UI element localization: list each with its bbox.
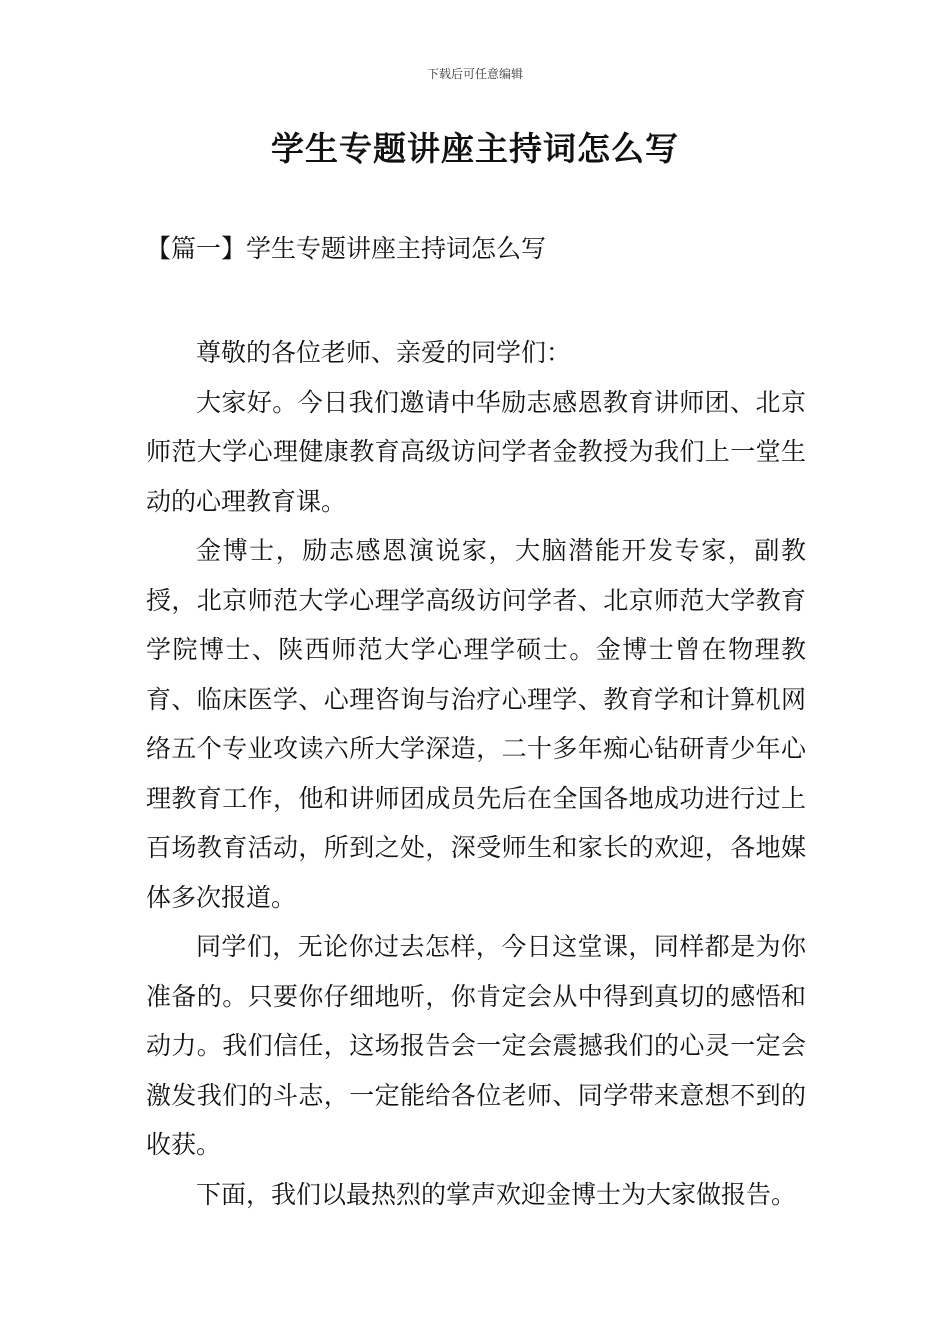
header-note: 下载后可任意编辑 <box>426 67 523 81</box>
paragraph-speaker-bio: 金博士，励志感恩演说家，大脑潜能开发专家，副教授，北京师范大学心理学高级访问学者、北京师范大学教育学院博士、陕西师范大学心理学硕士。金博士曾在物理教育、临床医学、心理咨询与治疗心理学、教育学和计算机网络五个专业攻读六所大学深造，二十多年痴心钻研青少年心理教育工作，他和讲师团成员先后在全国各地成功进行过上百场教育活动，所到之处，深受师生和家长的欢迎，各地媒体多次报道。 <box>146 536 806 912</box>
document-body <box>146 328 806 1219</box>
paragraph-greeting: 尊敬的各位老师、亲爱的同学们： <box>196 338 572 367</box>
paragraph-encouragement: 同学们，无论你过去怎样，今日这堂课，同样都是为你准备的。只要你仔细地听，你肯定会从中得到真切的感悟和动力。我们信任，这场报告会一定会震撼我们的心灵一定会激发我们的斗志，一定能给各位老师、同学带来意想不到的收获。 <box>146 932 806 1159</box>
section-heading: 【篇一】学生专题讲座主持词怎么写 <box>146 234 547 263</box>
paragraph-introduction: 大家好。今日我们邀请中华励志感恩教育讲师团、北京师范大学心理健康教育高级访问学者金教授为我们上一堂生动的心理教育课。 <box>146 387 806 516</box>
document-title: 学生专题讲座主持词怎么写 <box>271 129 679 168</box>
paragraph-welcome: 下面，我们以最热烈的掌声欢迎金博士为大家做报告。 <box>196 1179 797 1209</box>
